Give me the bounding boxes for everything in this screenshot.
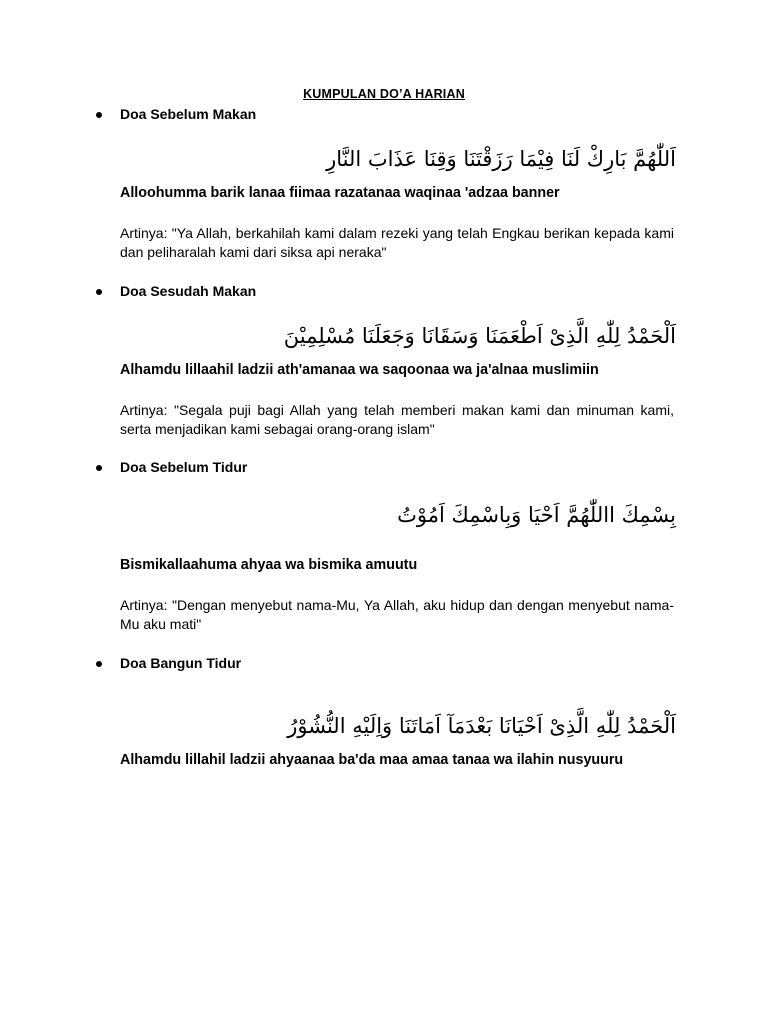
section-heading: Doa Bangun Tidur — [120, 655, 242, 671]
arabic-text: اَلْحَمْدُ لِلّٰهِ الَّذِىْ اَطْعَمَنَا وَسَقَانَا وَجَعَلَنَا مُسْلِمِيْنَ — [283, 324, 676, 348]
latin-transliteration: Bismikallaahuma ahyaa wa bismika amuutu — [120, 557, 418, 573]
latin-transliteration: Alhamdu lillahil ladzii ahyaanaa ba'da maa amaa tanaa wa ilahin nusyuuru — [120, 752, 624, 768]
latin-transliteration: Alhamdu lillaahil ladzii ath'amanaa wa saqoonaa wa ja'alnaa muslimiin — [120, 362, 599, 378]
latin-transliteration: Alloohumma barik lanaa fiimaa razatanaa waqinaa 'adzaa banner — [120, 185, 560, 201]
arabic-text: اَللّٰهُمَّ بَارِكْ لَنَا فِيْمَا رَزَقْتَنَا وَقِنَا عَذَابَ النَّارِ — [326, 147, 676, 171]
bullet-icon — [96, 289, 102, 295]
bullet-icon — [96, 661, 102, 667]
bullet-icon — [96, 465, 102, 471]
meaning-text: Artinya: "Dengan menyebut nama-Mu, Ya Allah, aku hidup dan dengan menyebut nama-Mu aku mati" — [120, 597, 674, 632]
section-heading: Doa Sebelum Makan — [120, 106, 257, 122]
section-heading: Doa Sebelum Tidur — [120, 459, 248, 475]
arabic-text: اَلْحَمْدُ لِلّٰهِ الَّذِىْ اَحْيَانَا بَعْدَمَآ اَمَاتَنَا وَاِلَيْهِ النُّشُوْرُ — [287, 714, 676, 738]
section-heading: Doa Sesudah Makan — [120, 283, 257, 299]
bullet-icon — [96, 112, 102, 118]
meaning-text: Artinya: "Segala puji bagi Allah yang telah memberi makan kami dan minuman kami, serta menjadikan kami sebagai orang-orang islam" — [120, 402, 674, 437]
meaning-text: Artinya: "Ya Allah, berkahilah kami dalam rezeki yang telah Engkau berikan kepada kami dan peliharalah kami dari siksa api neraka" — [120, 225, 674, 260]
document-title: KUMPULAN DO’A HARIAN — [303, 87, 465, 101]
arabic-text: بِسْمِكَ االلّٰهُمَّ اَحْيَا وَبِاسْمِكَ اَمُوْتُ — [397, 503, 676, 527]
